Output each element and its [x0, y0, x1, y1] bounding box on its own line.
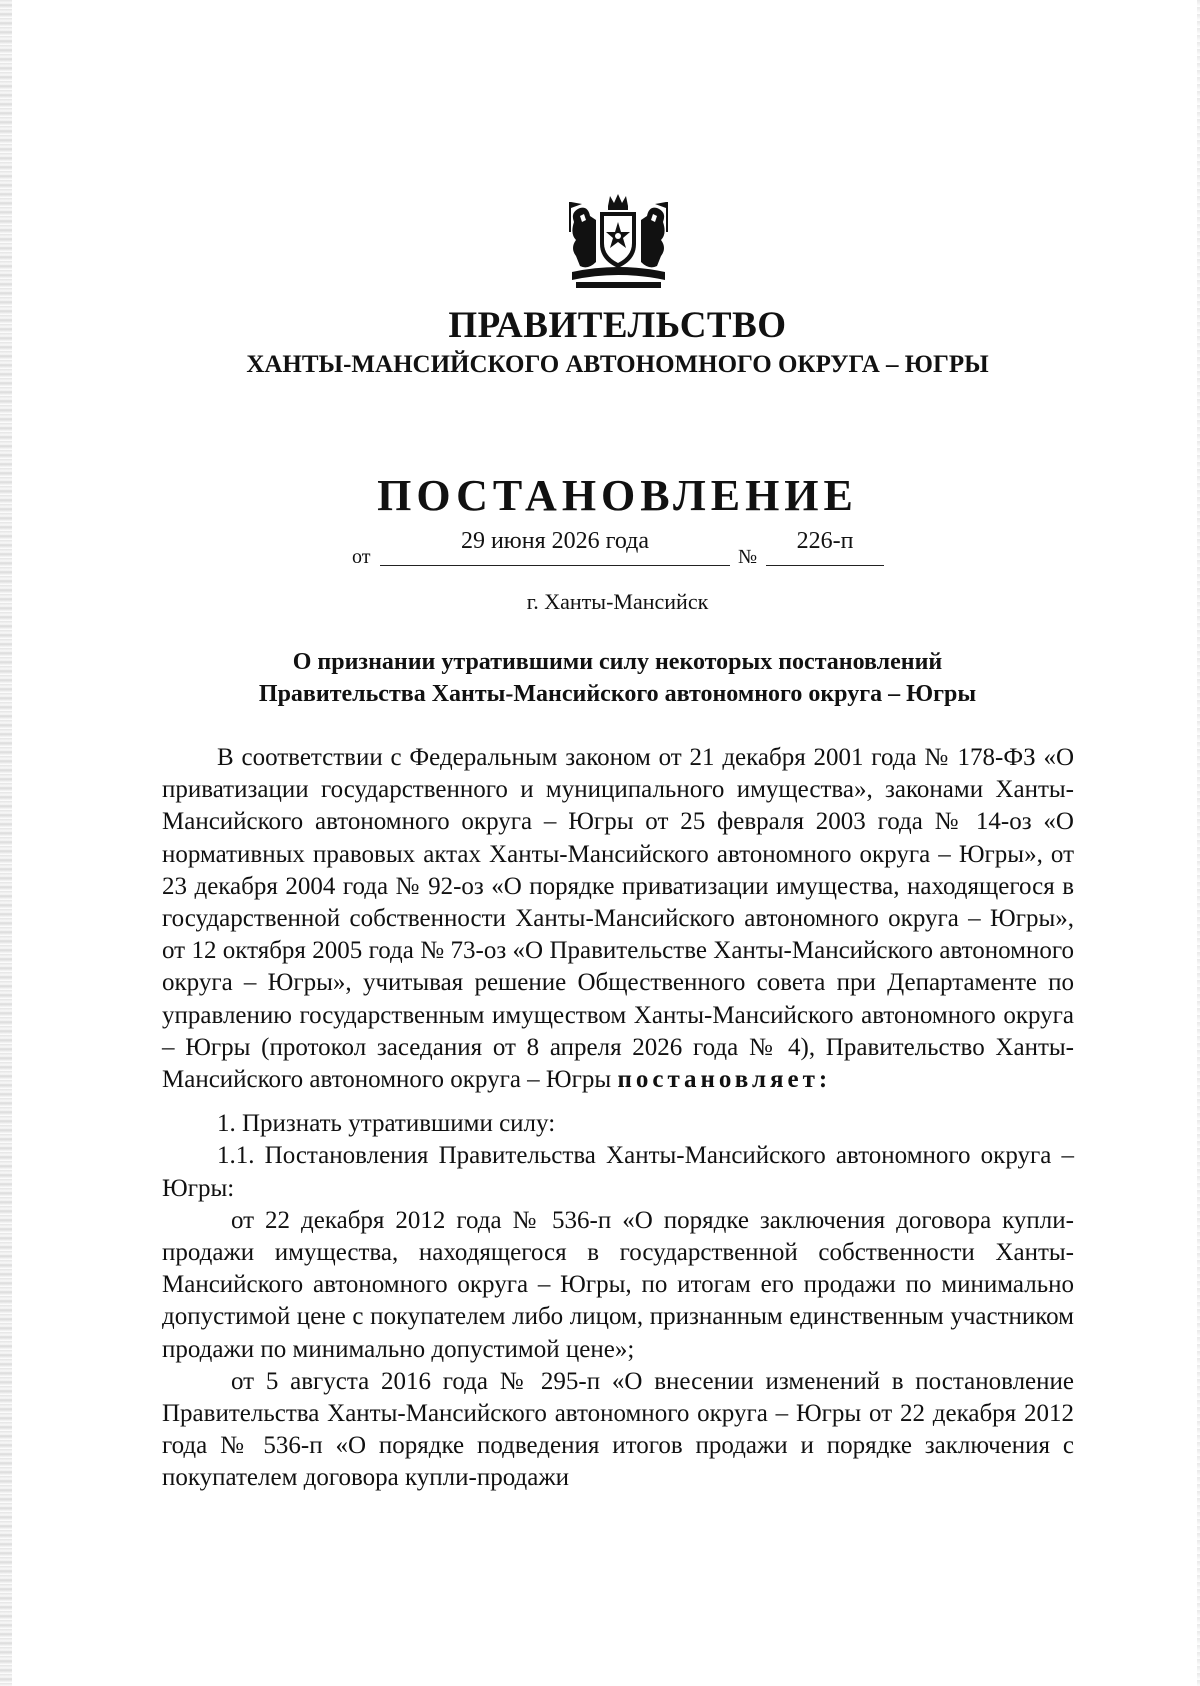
document-number: 226-п	[766, 528, 884, 566]
document-body	[162, 742, 1074, 1495]
document-subject	[0, 646, 1200, 710]
region-title: ХАНТЫ-МАНСИЙСКОГО АВТОНОМНОГО ОКРУГА – ЮГРЫ	[246, 351, 989, 378]
number-label: №	[738, 546, 758, 568]
coat-of-arms-icon	[566, 192, 671, 292]
date-label: от	[352, 546, 371, 568]
preamble-paragraph	[162, 742, 1074, 1096]
decree-word: постановляет	[617, 1066, 819, 1094]
preamble-text: В соответствии с Федеральным законом от 21 декабря 2001 года № 178-ФЗ «О приватизации государственного и муниципального имущества», законами Ханты-Мансийского автономного округа – Югры от 25 февраля 2003 года № 14-оз «О нормативных правовых актах Ханты-Мансийского автономного округа – Югры», от 23 декабря 2004 года № 92-оз «О порядке приватизации имущества, находящегося в государственной собственности Ханты-Мансийского автономного округа – Югры», от 12 октября 2005 года № 73-оз «О Правительстве Ханты-Мансийского автономного округа – Югры», учитывая решение Общественного совета при Департаменте по управлению государственным имуществом Ханты-Мансийского автономного округа – Югры (протокол заседания от 8 апреля 2026 года № 4), Правительство Ханты-Мансийского автономного округа – Югры	[162, 744, 1074, 1094]
city: г. Ханты-Мансийск	[526, 589, 709, 614]
item-1-1: 1.1. Постановления Правительства Ханты-Мансийского автономного округа – Югры:	[162, 1142, 1074, 1202]
government-title: ПРАВИТЕЛЬСТВО	[448, 305, 787, 346]
document-date: 29 июня 2026 года	[380, 528, 730, 566]
subject-line-2: Правительства Ханты-Мансийского автономного округа – Югры	[258, 681, 977, 707]
subject-line-1: О признании утратившими силу некоторых постановлений	[292, 649, 943, 675]
item-1: 1. Признать утратившими силу:	[217, 1110, 556, 1138]
scan-edge-shadow	[0, 0, 12, 1686]
reference-2: от 5 августа 2016 года № 295-п «О внесении изменений в постановление Правительства Ханты-Мансийского автономного округа – Югры от 22 декабря 2012 года № 536-п «О порядке подведения итогов продажи и порядке заключения с покупателем договора купли-продажи	[162, 1367, 1074, 1492]
reference-1: от 22 декабря 2012 года № 536-п «О порядке заключения договора купли-продажи имущества, находящегося в государственной собственности Ханты-Мансийского автономного округа – Югры, по итогам его продажи по минимально допустимой цене с покупателем либо лицом, признанным единственным участником продажи по минимально допустимой цене»;	[162, 1206, 1074, 1363]
document-type: ПОСТАНОВЛЕНИЕ	[377, 471, 858, 520]
decree-colon: :	[818, 1066, 828, 1094]
